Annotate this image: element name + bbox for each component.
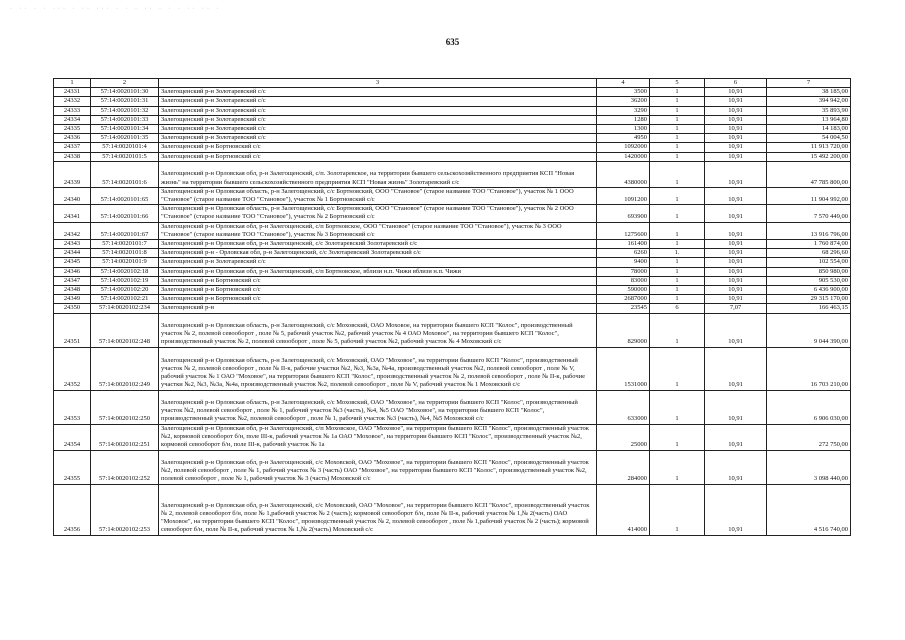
table-row (54, 313, 851, 347)
cadastral-value: 38 185,00 (767, 88, 851, 97)
cadastral-number: 57:14:0020102:252 (91, 450, 159, 484)
count-value: 1 (650, 97, 705, 106)
cadastral-value: 35 893,90 (767, 106, 851, 115)
count-value: 1 (650, 88, 705, 97)
count-value: 1 (650, 347, 705, 390)
location-description: Залегощенский р-н Орловская область, р-н Залегощенский, с/с Моховский, ОАО "Моховое", на территории бывшего КСП "Колос", производственный участок №2, полевой севооборот , поле № 1, рабочий участок №3 (часть), №4, №5 ОАО "Моховое", на территории бывшего КСП "Колос", производственный участок №2, полевой севооборот , поле № 1, рабочий участок №3 (часть), №4, №5 Моховской с/с (159, 390, 597, 424)
count-value: 1 (650, 222, 705, 239)
row-number: 24352 (54, 347, 91, 390)
table-row (54, 88, 851, 97)
row-number: 24335 (54, 125, 91, 134)
area-value: 83000 (597, 276, 650, 285)
cadastral-value: 15 492 200,00 (767, 152, 851, 161)
cadastral-number: 57:14:0020101:9 (91, 258, 159, 267)
location-description: Залегощенский р-н Золотаревский с/с (159, 258, 597, 267)
row-number: 24350 (54, 304, 91, 313)
cadastral-value: 6 436 900,00 (767, 286, 851, 295)
row-number: 24345 (54, 258, 91, 267)
cadastral-number: 57:14:0020101:31 (91, 97, 159, 106)
location-description: Залегощенский р-н Бортновский с/с (159, 152, 597, 161)
area-value: 829000 (597, 313, 650, 347)
count-value: 1 (650, 313, 705, 347)
location-description: Залегощенский р-н Бортновский с/с (159, 286, 597, 295)
cadastral-number: 57:14:0020102:251 (91, 424, 159, 450)
area-value: 693900 (597, 205, 650, 222)
rate-value: 10,91 (705, 152, 767, 161)
row-number: 24334 (54, 115, 91, 124)
cadastral-value: 47 785 800,00 (767, 161, 851, 187)
count-value: 1 (650, 152, 705, 161)
table-row (54, 258, 851, 267)
cadastral-number: 57:14:0020101:35 (91, 134, 159, 143)
count-value: 1 (650, 161, 705, 187)
cadastral-number: 57:14:0020102:248 (91, 313, 159, 347)
cadastral-value: 13 964,80 (767, 115, 851, 124)
area-value: 4380000 (597, 161, 650, 187)
column-header: 7 (767, 79, 851, 88)
row-number: 24351 (54, 313, 91, 347)
rate-value: 10,91 (705, 286, 767, 295)
table-row (54, 347, 851, 390)
row-number: 24333 (54, 106, 91, 115)
table-row (54, 424, 851, 450)
column-header: 1 (54, 79, 91, 88)
area-value: 284000 (597, 450, 650, 484)
count-value: 1 (650, 187, 705, 204)
rate-value: 10,91 (705, 205, 767, 222)
cadastral-value: 11 913 720,00 (767, 143, 851, 152)
table-row (54, 267, 851, 276)
count-value: 1 (650, 267, 705, 276)
count-value: 1 (650, 424, 705, 450)
cadastral-number: 57:14:0020101:6 (91, 161, 159, 187)
cadastral-number: 57:14:0020102:18 (91, 267, 159, 276)
rate-value: 10,91 (705, 347, 767, 390)
cadastral-value: 166 463,15 (767, 304, 851, 313)
area-value: 4950 (597, 134, 650, 143)
column-header: 4 (597, 79, 650, 88)
table-row (54, 106, 851, 115)
area-value: 414000 (597, 484, 650, 535)
location-description: Залегощенский р-н Бортновский с/с (159, 276, 597, 285)
count-value: 1 (650, 286, 705, 295)
area-value: 3500 (597, 88, 650, 97)
count-value: 1 (650, 390, 705, 424)
table-row (54, 152, 851, 161)
row-number: 24338 (54, 152, 91, 161)
rate-value: 10,91 (705, 125, 767, 134)
area-value: 161400 (597, 240, 650, 249)
table-row (54, 222, 851, 239)
cadastral-value: 272 750,00 (767, 424, 851, 450)
area-value: 1091200 (597, 187, 650, 204)
table-row (54, 97, 851, 106)
area-value: 590000 (597, 286, 650, 295)
table-row (54, 249, 851, 258)
cadastral-value: 3 098 440,00 (767, 450, 851, 484)
area-value: 9400 (597, 258, 650, 267)
column-number-row (54, 79, 851, 88)
count-value: 1. (650, 249, 705, 258)
row-number: 24356 (54, 484, 91, 535)
count-value: 6 (650, 304, 705, 313)
area-value: 1280 (597, 115, 650, 124)
table-row (54, 390, 851, 424)
rate-value: 10,91 (705, 313, 767, 347)
column-header: 5 (650, 79, 705, 88)
location-description: Залегощенский р-н Золотаревский с/с (159, 125, 597, 134)
count-value: 1 (650, 295, 705, 304)
location-description: Залегощенский р-н Орловская обл, р-н Залегощенский, с/п. Золотаревское, на территории бывшего сельскохозяйственного предприятия КСП "Новая жизнь" на территории бывшего сельскохозяйственного предприятия КСП "Новая жизнь" Золотаревский с/с (159, 161, 597, 187)
scan-artifact: · ·· · · ··· · ·· ··· · · · ·· · · · ·· ·· · (10, 6, 222, 12)
cadastral-number: 57:14:0020102:19 (91, 276, 159, 285)
cadastral-number: 57:14:0020101:34 (91, 125, 159, 134)
table-row (54, 143, 851, 152)
cadastral-number: 57:14:0020101:32 (91, 106, 159, 115)
count-value: 1 (650, 258, 705, 267)
location-description: Залегощенский р-н Золотаревский с/с (159, 106, 597, 115)
row-number: 24346 (54, 267, 91, 276)
location-description: Залегощенский р-н Орловская область, р-н Залегощенский, с/с Моховский, ОАО Моховое, на территории бывшего КСП "Колос", производственный участок № 2, полевой севооборот , поле № 5, рабочий участок №2, рабочий участок № 4 ОАО Моховое", на территории бывшего КСП "Колос", производственный участок № 2, полевой севооборот , поле № 5, рабочий участок №2, рабочий участок № 4 Моховский с/с (159, 313, 597, 347)
cadastral-value: 4 516 740,00 (767, 484, 851, 535)
cadastral-number: 57:14:0020102:249 (91, 347, 159, 390)
row-number: 24337 (54, 143, 91, 152)
location-description: Залегощенский р-н Бортновский с/с (159, 143, 597, 152)
rate-value: 10,91 (705, 161, 767, 187)
location-description: Залегощенский р-н Золотаревский с/с (159, 115, 597, 124)
row-number: 24343 (54, 240, 91, 249)
cadastral-value: 102 554,00 (767, 258, 851, 267)
cadastral-value: 1 760 874,00 (767, 240, 851, 249)
location-description: Залегощенский р-н Золотаревский с/с (159, 88, 597, 97)
table-row (54, 295, 851, 304)
location-description: Залегощенский р-н Орловская обл, р-н Залегощенский, с/с Моховский, ОАО "Моховое", на территории бывшего КСП "Колос", производственный участок № 2, полевой севооборот б/н, поле № 1,рабочий участок № 2 (часть); кормовой севооборот б/н, поле № II-к, рабочий участок № 1,№ 2(часть) ОАО "Моховое", на территории бывшего КСП "Колос", производственный участок № 2, полевой севооборот , поле № 1,рабочий участок № 2 (часть); кормовой севооборот б/н, поле № II-к, рабочий участок № 1,№ 2(часть) Моховский с/с (159, 484, 597, 535)
row-number: 24347 (54, 276, 91, 285)
row-number: 24331 (54, 88, 91, 97)
registry-table (53, 78, 851, 536)
cadastral-number: 57:14:0020101:5 (91, 152, 159, 161)
rate-value: 10,91 (705, 134, 767, 143)
registry-body (54, 88, 851, 535)
rate-value: 10,91 (705, 276, 767, 285)
area-value: 633000 (597, 390, 650, 424)
row-number: 24336 (54, 134, 91, 143)
cadastral-number: 57:14:0020101:30 (91, 88, 159, 97)
rate-value: 10,91 (705, 240, 767, 249)
area-value: 1092000 (597, 143, 650, 152)
cadastral-value: 9 044 390,00 (767, 313, 851, 347)
row-number: 24340 (54, 187, 91, 204)
count-value: 1 (650, 240, 705, 249)
table-row (54, 205, 851, 222)
rate-value: 10,91 (705, 187, 767, 204)
column-header: 6 (705, 79, 767, 88)
cadastral-number: 57:14:0020102:21 (91, 295, 159, 304)
column-header: 3 (159, 79, 597, 88)
cadastral-value: 13 916 796,00 (767, 222, 851, 239)
area-value: 1275600 (597, 222, 650, 239)
rate-value: 10,91 (705, 143, 767, 152)
count-value: 1 (650, 134, 705, 143)
cadastral-value: 850 980,00 (767, 267, 851, 276)
location-description: Залегощенский р-н Золотаревский с/с (159, 97, 597, 106)
cadastral-value: 7 570 449,00 (767, 205, 851, 222)
rate-value: 10,91 (705, 258, 767, 267)
rate-value: 10,91 (705, 390, 767, 424)
row-number: 24339 (54, 161, 91, 187)
area-value: 78000 (597, 267, 650, 276)
cadastral-value: 14 183,00 (767, 125, 851, 134)
location-description: Залегощенский р-н Орловская обл, р-н Залегощенский, с/с Моховской, ОАО "Моховое", на территории бывшего КСП "Колос", производственный участок №2, полевой севооборот , поле № 1, рабочий участок № 3 (часть) ОАО "Моховое", на территории бывшего КСП "Колос", производственный участок №2, полевой севооборот , поле № 1, рабочий участок № 3 (часть) Моховской с/с (159, 450, 597, 484)
count-value: 1 (650, 106, 705, 115)
cadastral-value: 11 904 992,00 (767, 187, 851, 204)
location-description: Залегощенский р-н Орловская область, р-н Залегощенский, с/с Бортновский, ООО "Становое" (старое название ТОО "Становое"), участок № 1 ООО "Становое" (старое название ТОО "Становое"), участок № 1 Бортновский с/с (159, 187, 597, 204)
location-description: Залегощенский р-н (159, 304, 597, 313)
location-description: Залегощенский р-н Золотаревский с/с (159, 134, 597, 143)
area-value: 6260 (597, 249, 650, 258)
rate-value: 10,91 (705, 97, 767, 106)
cadastral-number: 57:14:0020102:253 (91, 484, 159, 535)
cadastral-number: 57:14:0020102:20 (91, 286, 159, 295)
row-number: 24354 (54, 424, 91, 450)
area-value: 1300 (597, 125, 650, 134)
rate-value: 10,91 (705, 450, 767, 484)
table-row (54, 115, 851, 124)
count-value: 1 (650, 143, 705, 152)
cadastral-value: 29 315 170,00 (767, 295, 851, 304)
row-number: 24332 (54, 97, 91, 106)
rate-value: 10,91 (705, 88, 767, 97)
table-row (54, 286, 851, 295)
table-row (54, 187, 851, 204)
area-value: 23545 (597, 304, 650, 313)
cadastral-number: 57:14:0020101:4 (91, 143, 159, 152)
rate-value: 10,91 (705, 115, 767, 124)
cadastral-value: 905 530,00 (767, 276, 851, 285)
row-number: 24353 (54, 390, 91, 424)
table-row (54, 161, 851, 187)
cadastral-number: 57:14:0020101:66 (91, 205, 159, 222)
rate-value: 10,91 (705, 222, 767, 239)
area-value: 1420000 (597, 152, 650, 161)
rate-value: 10,91 (705, 267, 767, 276)
page-number: 635 (445, 37, 460, 47)
table-row (54, 276, 851, 285)
rate-value: 10,91 (705, 295, 767, 304)
cadastral-number: 57:14:0020101:67 (91, 222, 159, 239)
location-description: Залегощенский р-н Орловская обл, р-н Залегощенский, с/п Бортновское, ООО "Становое" (старое название ТОО "Становое"), участок № 3 ООО "Становое" (старое название ТОО "Становое"), участок № 3 Бортновский с/с (159, 222, 597, 239)
area-value: 2687000 (597, 295, 650, 304)
count-value: 1 (650, 125, 705, 134)
table-row (54, 484, 851, 535)
area-value: 25000 (597, 424, 650, 450)
rate-value: 10,91 (705, 106, 767, 115)
area-value: 3290 (597, 106, 650, 115)
count-value: 1 (650, 484, 705, 535)
cadastral-number: 57:14:0020101:7 (91, 240, 159, 249)
table-row (54, 240, 851, 249)
location-description: Залегощенский р-н Орловская обл, р-н Залегощенский, с/п Моховское, ОАО "Моховое", на территории бывшего КСП "Колос", производственный участок №2, кормовой севооборот б/н, поле III-к, рабочий участок № 1а ОАО "Моховое", на территории бывшего КСП "Колос", производственный участок №2, кормовой севооборот б/н, поле III-к, рабочий участок № 1а (159, 424, 597, 450)
cadastral-number: 57:14:0020102:234 (91, 304, 159, 313)
area-value: 1531000 (597, 347, 650, 390)
location-description: Залегощенский р-н Орловская обл, р-н Залегощенский, с/с Золотаревский Золотаревский с/с (159, 240, 597, 249)
table-row (54, 304, 851, 313)
cadastral-value: 54 004,50 (767, 134, 851, 143)
table-row (54, 125, 851, 134)
cadastral-value: 16 703 210,00 (767, 347, 851, 390)
cadastral-number: 57:14:0020101:8 (91, 249, 159, 258)
cadastral-number: 57:14:0020101:33 (91, 115, 159, 124)
rate-value: 10,91 (705, 484, 767, 535)
location-description: Залегощенский р-н - Орловская обл, р-н Залегощенский, с/с Золотаревский Золотаревский с/с (159, 249, 597, 258)
row-number: 24341 (54, 205, 91, 222)
count-value: 1 (650, 450, 705, 484)
row-number: 24348 (54, 286, 91, 295)
count-value: 1 (650, 205, 705, 222)
row-number: 24349 (54, 295, 91, 304)
cadastral-value: 6 906 030,00 (767, 390, 851, 424)
count-value: 1 (650, 115, 705, 124)
column-header: 2 (91, 79, 159, 88)
rate-value: 7,07 (705, 304, 767, 313)
row-number: 24342 (54, 222, 91, 239)
row-number: 24344 (54, 249, 91, 258)
location-description: Залегощенский р-н Орловская область, р-н Залегощенский, с/с Моховский, ОАО "Моховое", на территории бывшего КСП "Колос", производственный участок № 2, полевой севооборот , поле № II-к, рабочие участки №2, №3, №3а, №4а, производственный участок №2, полевой севооборот , поле № V, рабочий участок № 1 ОАО "Моховое", на территории бывшего КСП "Колос", производственный участок № 2, полевой севооборот , поле № II-к, рабочие участки №2, №3, №3а, №4а, производственный участок №2, полевой севооборот , поле № V, рабочий участок № 1 Моховский с/с (159, 347, 597, 390)
cadastral-value: 394 942,00 (767, 97, 851, 106)
row-number: 24355 (54, 450, 91, 484)
area-value: 36200 (597, 97, 650, 106)
cadastral-value: 68 296,60 (767, 249, 851, 258)
table-row (54, 450, 851, 484)
cadastral-number: 57:14:0020102:250 (91, 390, 159, 424)
count-value: 1 (650, 276, 705, 285)
cadastral-number: 57:14:0020101:65 (91, 187, 159, 204)
location-description: Залегощенский р-н Орловская обл, р-н Залегощенский, с/п Бортновское, вблизи н.п. Чижи вблизи н.п. Чижи (159, 267, 597, 276)
rate-value: 10,91 (705, 249, 767, 258)
location-description: Залегощенский р-н Орловская область, р-н Залегощенский, с/с Бортновский, ООО "Становое" (старое название ТОО "Становое"), участок № 2 ООО "Становое" (старое название ТОО "Становое"), участок № 2 Бортновский с/с (159, 205, 597, 222)
rate-value: 10,91 (705, 424, 767, 450)
table-row (54, 134, 851, 143)
location-description: Залегощенский р-н Бортновский с/с (159, 295, 597, 304)
